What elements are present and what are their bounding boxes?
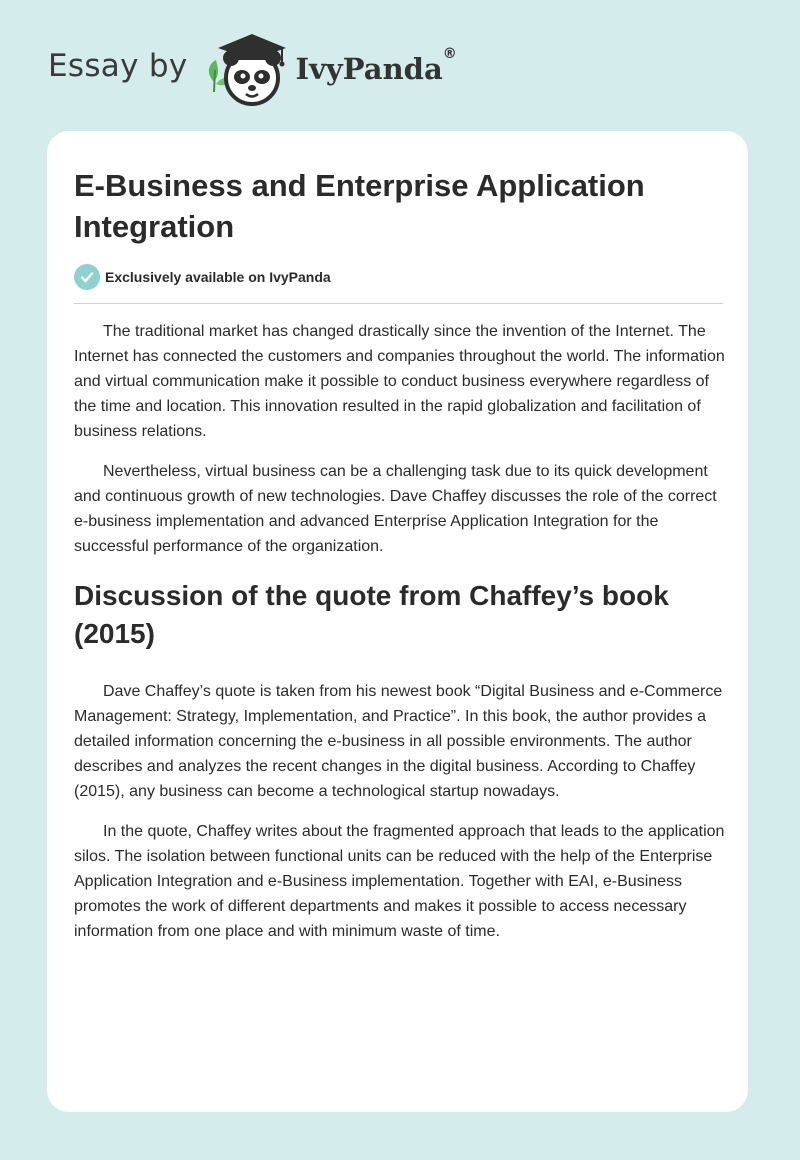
check-icon — [74, 264, 100, 290]
paragraph: Dave Chaffey’s quote is taken from his newest book “Digital Business and e-Commerce Management: Strategy, Implementation, and Practice”. In this book, the author provides a detailed information concerning the e-business in all possible environments. The author describes and analyzes the recent changes in the digital business. According to Chaffey (2015), any business can become a technological startup nowadays. — [74, 683, 723, 800]
panda-logo-graphic — [202, 30, 292, 110]
paragraph: In the quote, Chaffey writes about the fragmented approach that leads to the application silos. The isolation between functional units can be reduced with the help of the Enterprise Application Integration and e-Business implementation. Together with EAI, e-Business promotes the work of different departments and makes it possible to access necessary information from one place and with minimum waste of time. — [74, 823, 725, 940]
paragraph: The traditional market has changed drastically since the invention of the Internet. The Internet has connected the customers and companies throughout the world. The information and virtual communication make it possible to conduct business everywhere regardless of the time and location. This innovation resulted in the rapid globalization and facilitation of business relations. — [74, 323, 725, 440]
panda-graduate-icon[interactable] — [202, 30, 292, 110]
essay-title: E-Business and Enterprise Application Integration — [74, 168, 645, 244]
site-header — [48, 30, 457, 110]
brand-name[interactable] — [295, 46, 457, 86]
section-heading: Discussion of the quote from Chaffey’s book (2015) — [74, 580, 669, 649]
exclusive-badge — [74, 264, 331, 290]
brand-label: IvyPanda — [295, 52, 443, 86]
paragraph: Nevertheless, virtual business can be a challenging task due to its quick development and continuous growth of new technologies. Dave Chaffey discusses the role of the correct e-business implementation and advanced Enterprise Application Integration for the successful performance of the organization. — [74, 463, 717, 555]
essay-card — [47, 131, 748, 1112]
intro-section — [74, 319, 726, 574]
exclusive-badge-label: Exclusively available on IvyPanda — [105, 269, 331, 285]
essay-by-label: Essay by — [48, 48, 188, 84]
registered-mark: ® — [442, 46, 457, 62]
title-divider — [74, 303, 723, 304]
discussion-section — [74, 679, 726, 959]
